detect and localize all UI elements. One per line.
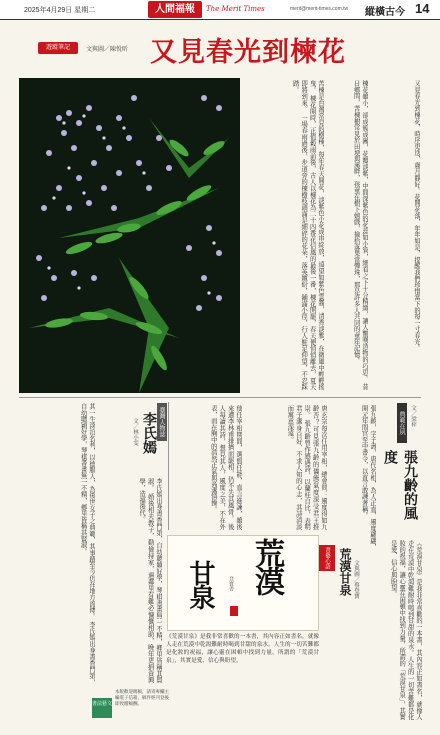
main-article-body-2 <box>326 80 368 390</box>
main-paragraph: 昔日鄉間，苦楝樹常見於田埂與溪畔，孩童在樹下嬉戲，撿拾落果當彈珠，那是許多人共同的童年記憶。 <box>352 80 368 390</box>
contact-email: merit@merit-times.com.tw <box>290 6 349 12</box>
main-paragraph: 楝花雖小，卻成簇成團，花瓣淡紫，中間深紫色的花蕊如小管，細看之下十分精緻，讓人驚嘆造物的巧思。 <box>361 80 368 382</box>
column-tag-model: 典範在夙 <box>397 403 407 443</box>
bottom-left-body-2 <box>19 403 95 685</box>
right-article-body-1 <box>330 405 376 550</box>
calligraphy-small-chars: 甘泉 <box>185 560 215 608</box>
right-paragraph: 唐玄宗每次任用宰相，總會問：風度得如九齡否？可見張九齡的儀態氣度深受君王推崇。 <box>303 405 327 530</box>
main-article-title: 又見春光到楝花 <box>150 37 346 68</box>
bottom-paragraph: 婚後相夫教子，勤儉持家，遇鄰里有難必慷慨相助，晚年更捐資興學，造福後代。 <box>138 478 154 683</box>
section-divider <box>19 397 421 398</box>
bottom-left-body-1 <box>96 478 162 683</box>
main-article-body-1 <box>244 80 324 390</box>
right-paragraph: 張九齡，字子壽，唐代名相，為人正直，風度翩翩，開元年間官至中書令，以直言敢諫著稱。 <box>360 405 376 550</box>
bottom-paragraph: 其一生淡泊名利，以德服人，為後世女子之典範，其事蹟至今仍在地方流傳。 <box>88 403 95 620</box>
right-paragraph: 他任宰相期間，選賢任能，直言進諫，雖後來遭李林甫排擠而罷相，仍不失其風骨。 <box>226 405 242 530</box>
right-article-title: 張九齡的風度 <box>382 450 418 520</box>
footer-badge: 書法藝文 <box>92 698 112 718</box>
main-article-byline: 文與圖／陳悅昕 <box>86 46 129 53</box>
issue-date: 2025年4月29日 星期二 <box>24 7 96 14</box>
bottom-paragraph: 李氏嫣出身書香門第，自幼聰穎好學，琴棋書畫無一不精，鄉里皆稱其賢淑。 <box>79 403 95 685</box>
column-tag-calligraphy: 書藝心語 <box>319 545 335 571</box>
column-tag-travel: 遊蹤筆記 <box>38 42 78 54</box>
right-article-body-2 <box>245 405 327 530</box>
section-name: 縱橫古今 <box>365 7 405 18</box>
bottom-paragraph: 李氏嫣出身書香門第，自幼聰穎好學，琴棋書畫無一不精，鄉里皆稱其賢淑。 <box>146 478 162 683</box>
main-paragraph: 苦楝是台灣常見的樹種，每年春天開花，淡紫色小花成串綻放，遠望如紫色雲霧，清香淡雅，在微風中輕輕搖曳。 <box>308 80 324 390</box>
main-paragraph: 又見春光到楝花，時序更迭，歲月靜好。花開花落，年年如是，提醒我們珍惜當下的每一寸春光。 <box>413 80 420 351</box>
column-divider <box>168 402 169 530</box>
newspaper-english-name: The Merit Times <box>206 5 265 13</box>
page-header <box>0 0 440 20</box>
right-article-body-3 <box>172 405 242 530</box>
calligraphy-note: 《荒漠甘泉》是我非常喜歡的一本書，其內容正如書名，就像人走在荒漠中乾渴難耐時喝到甘甜的泉水。人生的一切苦難都是化妝的祝福，讓心靈在困頓中找到力量，所謂的「荒漠甘泉」，其實是愛、信心與盼望。 <box>166 634 319 664</box>
right-paragraph: 張九齡曾作感遇詩，以蘭桂自比，表明君子潔身自好、不求人知的心志，其詩清淡而寓意深遠。 <box>286 405 311 530</box>
bottom-left-title: 李氏嫣 <box>141 412 157 454</box>
main-paragraph: 楝花開時，正值穀雨前後，古人以楝花為二十四番花信風的最後一番，楝花開罷，春天便悄悄離去，夏天即將到來。 <box>300 80 316 390</box>
column-tag-profile: 臺灣人物誌 <box>157 403 167 441</box>
calligraphy-byline: 文與圖／蔡登寶 <box>353 560 359 599</box>
main-paragraph: 一場春雨過後，步道旁的楝樹枝頭滿是細碎的花朵，落英繽紛，鋪滿小徑，行人駐足仰望，不忍踩踏。 <box>291 80 308 390</box>
red-seal-icon <box>230 606 238 616</box>
calligraphy-paragraph: 《荒漠甘泉》是我非常喜歡的一本書，其內容正如書名，就像人走在荒漠中乾渴難耐時喝到甘甜的泉水。人生的一切苦難都是化妝的祝福，讓心靈在困頓中找到力量，所謂的「荒漠甘泉」，其實是愛、信心與盼望。 <box>389 540 422 720</box>
main-article-body-3 <box>370 80 420 390</box>
calligraphy-title: 荒漠甘泉 <box>338 548 352 596</box>
footer-note: 本版歡迎賜稿，請寄專欄主編電子信箱，稿件經刊登後即致贈稿酬。 <box>115 690 169 707</box>
newspaper-logo: 人間福報 <box>148 1 202 18</box>
chinaberry-blossom-photo <box>19 78 240 393</box>
calligraphy-body <box>362 540 422 720</box>
page-number: 14 <box>415 1 430 16</box>
flower-photo-icon <box>19 78 240 393</box>
calligraphy-signature: 登寶書 <box>228 576 234 591</box>
calligraphy-large-chars: 荒漠 <box>249 538 284 594</box>
calligraphy-artwork <box>167 535 319 631</box>
bottom-left-byline: 文／林小雯 <box>132 418 138 446</box>
right-article-byline: 文／梁梓 <box>410 405 416 427</box>
right-paragraph: 後人每讀其詩，想見其人，風度之美，不在外表，而在胸中的浩然正氣與高潔情操。 <box>209 405 234 530</box>
